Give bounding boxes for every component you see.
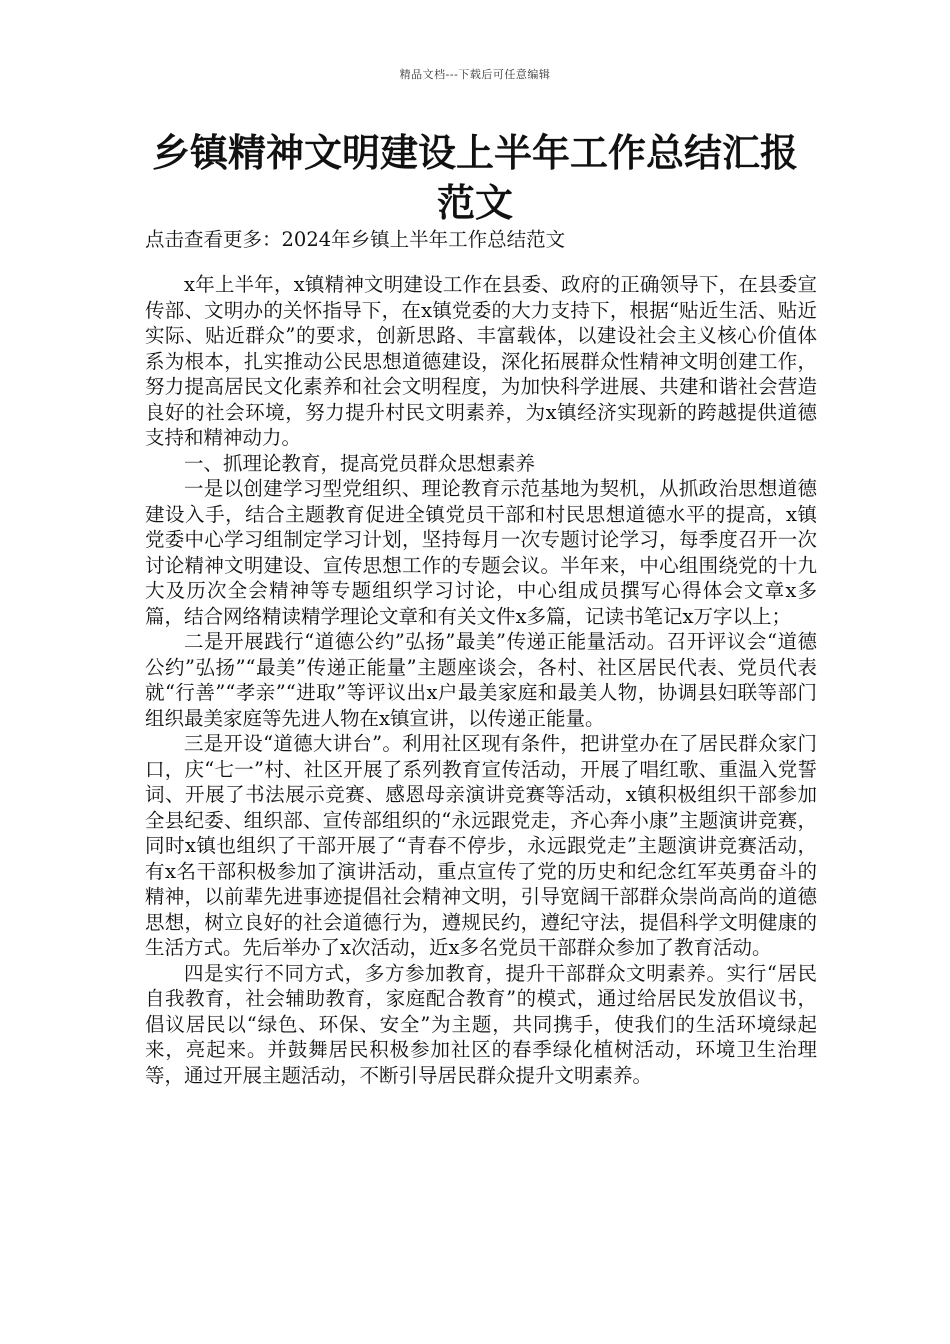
body-paragraph: 二是开展践行“道德公约”弘扬”最美”传递正能量活动。召开评议会“道德公约”弘扬”“最美”传递正能量”主题座谈会，各村、社区居民代表、党员代表就“行善”“孝亲”“进取”等评议出x户最美家庭和最美人物，协调县妇联等部门组织最美家庭等先进人物在x镇宣讲，以传递正能量。 [145, 630, 817, 730]
body-paragraph: 三是开设“道德大讲台”。利用社区现有条件，把讲堂办在了居民群众家门口，庆“七一”村、社区开展了系列教育宣传活动，开展了唱红歌、重温入党誓词、开展了书法展示竞赛、感恩母亲演讲竞赛等活动，x镇积极组织干部参加全县纪委、组织部、宣传部组织的“永远跟党走，齐心奔小康”主题演讲竞赛，同时x镇也组织了干部开展了“青春不停步，永远跟党走”主题演讲竞赛活动，有x名干部积极参加了演讲活动，重点宣传了党的历史和纪念红军英勇奋斗的精神，以前辈先进事迹提倡社会精神文明，引导宽阔干部群众崇尚高尚的道德思想，树立良好的社会道德行为，遵规民约，遵纪守法，提倡科学文明健康的生活方式。先后举办了x次活动，近x多名党员干部群众参加了教育活动。 [145, 732, 817, 959]
body-paragraph: 四是实行不同方式，多方参加教育，提升干部群众文明素养。实行“居民自我教育，社会辅助教育，家庭配合教育”的模式，通过给居民发放倡议书，倡议居民以“绿色、环保、安全”为主题，共同携手，使我们的生活环境绿起来，亮起来。并鼓舞居民积极参加社区的春季绿化植树活动，环境卫生治理等，通过开展主题活动，不断引导居民群众提升文明素养。 [145, 961, 817, 1087]
document-title-line-1: 乡镇精神文明建设上半年工作总结汇报 [151, 131, 798, 175]
header-note: 精品文档---下载后可任意编辑 [399, 68, 551, 81]
document-title-line-2: 范文 [436, 181, 513, 225]
document-title [120, 128, 830, 228]
view-more-link[interactable]: 点击查看更多：2024年乡镇上半年工作总结范文 [145, 228, 566, 251]
document-body [145, 272, 817, 1088]
intro-paragraph: x年上半年，x镇精神文明建设工作在县委、政府的正确领导下，在县委宣传部、文明办的关怀指导下，在x镇党委的大力支持下，根据“贴近生活、贴近实际、贴近群众”的要求，创新思路、丰富载体，以建设社会主义核心价值体系为根本，扎实推动公民思想道德建设，深化拓展群众性精神文明创建工作，努力提高居民文化素养和社会文明程度，为加快科学进展、共建和谐社会营造良好的社会环境，努力提升村民文明素养，为x镇经济实现新的跨越提供道德支持和精神动力。 [145, 273, 817, 449]
section-heading: 一、抓理论教育，提高党员群众思想素养 [184, 451, 536, 475]
body-paragraph: 一是以创建学习型党组织、理论教育示范基地为契机，从抓政治思想道德建设入手，结合主题教育促进全镇党员干部和村民思想道德水平的提高，x镇党委中心学习组制定学习计划，坚持每月一次专题讨论学习，每季度召开一次讨论精神文明建设、宣传思想工作的专题会议。半年来，中心组围绕党的十九大及历次全会精神等专题组织学习讨论，中心组成员撰写心得体会文章x多篇，结合网络精读精学理论文章和有关文件x多篇，记读书笔记x万字以上； [145, 477, 817, 628]
